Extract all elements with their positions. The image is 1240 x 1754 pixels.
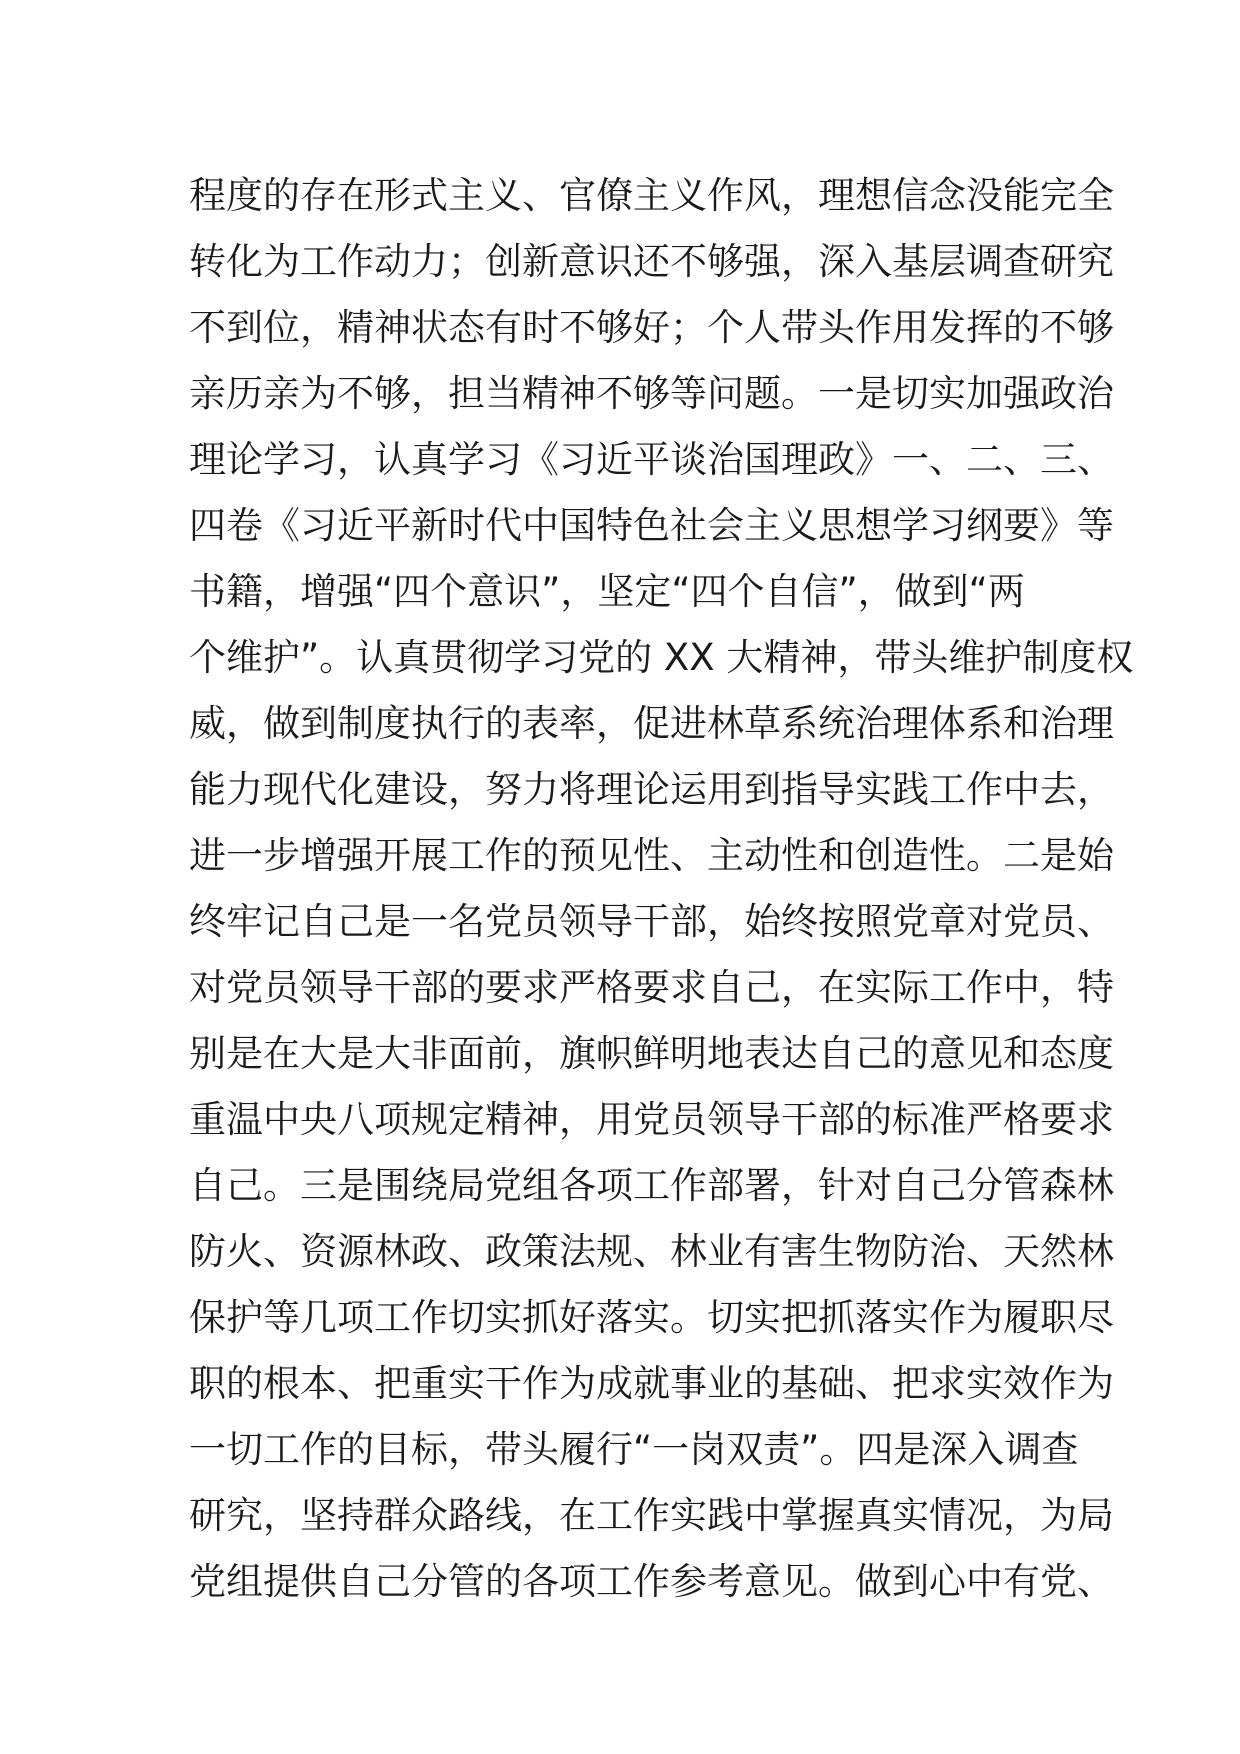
text-line: 职的根本、把重实干作为成就事业的基础、把求实效作为: [189, 1362, 1114, 1405]
text-line: 终牢记自己是一名党员领导干部，始终按照党章对党员、: [189, 900, 1114, 943]
text-line: 威，做到制度执行的表率，促进林草系统治理体系和治理: [189, 702, 1114, 745]
text-line: 程度的存在形式主义、官僚主义作风，理想信念没能完全: [189, 174, 1114, 217]
text-line: 进一步增强开展工作的预见性、主动性和创造性。二是始: [189, 834, 1114, 877]
text-line: 能力现代化建设，努力将理论运用到指导实践工作中去，: [189, 768, 1114, 811]
text-line: 不到位，精神状态有时不够好；个人带头作用发挥的不够: [189, 306, 1114, 349]
text-line: 重温中央八项规定精神，用党员领导干部的标准严格要求: [189, 1098, 1114, 1141]
text-line: 亲历亲为不够，担当精神不够等问题。一是切实加强政治: [189, 372, 1114, 415]
text-line: 研究，坚持群众路线，在工作实践中掌握真实情况，为局: [189, 1494, 1114, 1537]
text-line: 一切工作的目标，带头履行“一岗双责”。四是深入调查: [189, 1428, 1079, 1471]
text-line: 书籍，增强“四个意识”，坚定“四个自信”，做到“两: [189, 570, 1025, 613]
text-line: 个维护”。认真贯彻学习党的 XX 大精神，带头维护制度权: [189, 636, 1134, 679]
text-line: 别是在大是大非面前，旗帜鲜明地表达自己的意见和态度: [189, 1032, 1114, 1075]
body-paragraph: [189, 163, 1134, 1615]
text-line: 党组提供自己分管的各项工作参考意见。做到心中有党、: [189, 1560, 1114, 1603]
text-line: 理论学习，认真学习《习近平谈治国理政》一、二、三、: [189, 438, 1114, 481]
text-line: 转化为工作动力；创新意识还不够强，深入基层调查研究: [189, 240, 1114, 283]
text-line: 自己。三是围绕局党组各项工作部署，针对自己分管森林: [189, 1164, 1114, 1207]
text-line: 保护等几项工作切实抓好落实。切实把抓落实作为履职尽: [189, 1296, 1114, 1339]
text-line: 四卷《习近平新时代中国特色社会主义思想学习纲要》等: [189, 504, 1114, 547]
text-line: 防火、资源林政、政策法规、林业有害生物防治、天然林: [189, 1230, 1114, 1273]
text-line: 对党员领导干部的要求严格要求自己，在实际工作中，特: [189, 966, 1114, 1009]
